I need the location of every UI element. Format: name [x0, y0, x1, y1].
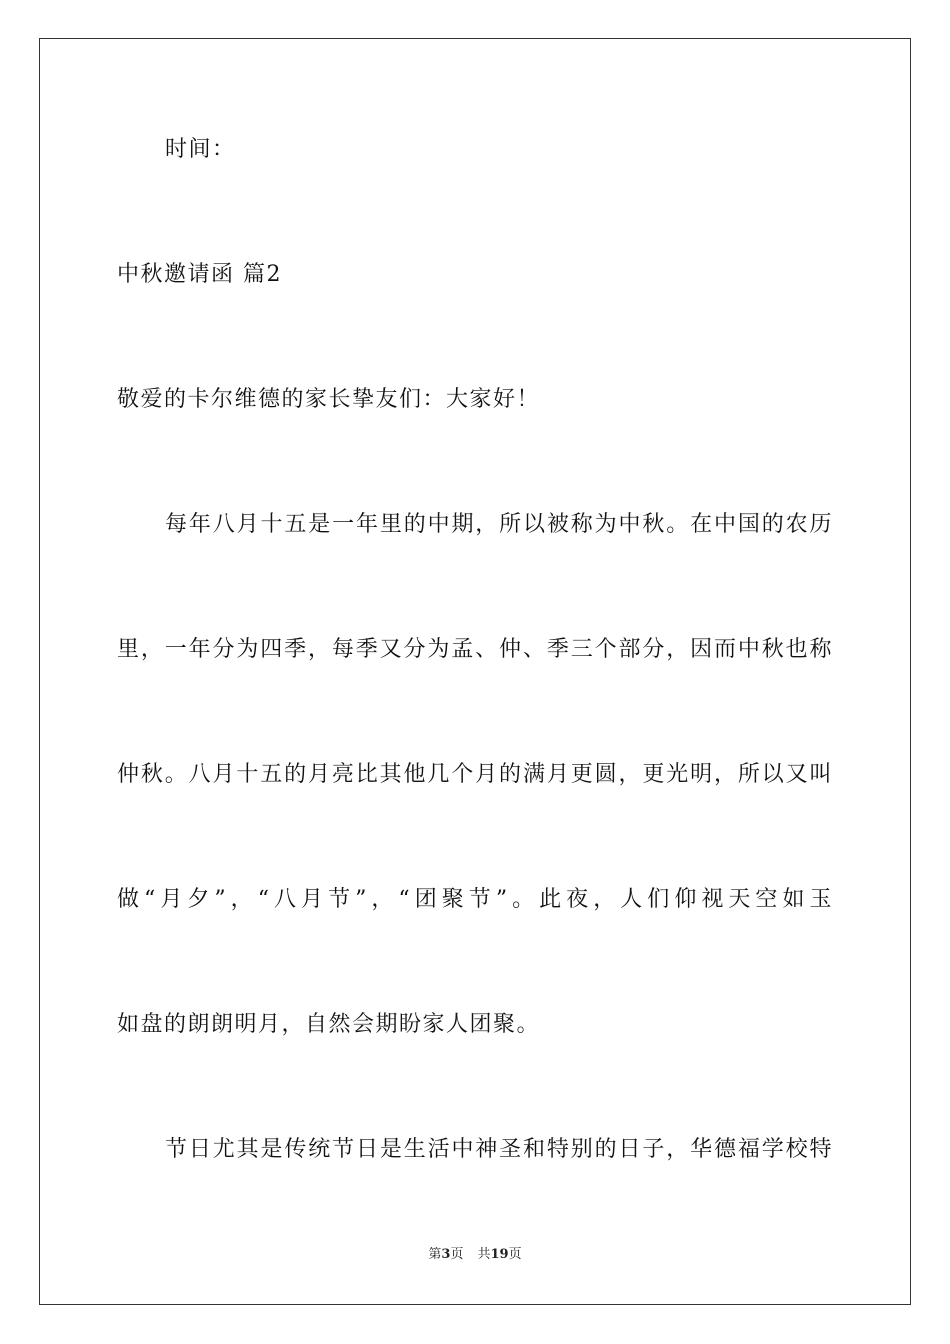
page-current: 3 — [441, 1247, 451, 1262]
section-heading: 中秋邀请函 篇2 — [117, 262, 282, 287]
page-total: 19 — [490, 1247, 509, 1262]
paragraph-1-line-1: 每年八月十五是一年里的中期，所以被称为中秋。在中国的农历 — [165, 512, 833, 537]
paragraph-2-line-1: 节日尤其是传统节日是生活中神圣和特别的日子，华德福学校特 — [165, 1137, 833, 1162]
page-footer — [0, 1246, 950, 1264]
time-label: 时间： — [165, 137, 236, 162]
paragraph-1-line-3: 仲秋。八月十五的月亮比其他几个月的满月更圆，更光明，所以又叫 — [117, 762, 833, 787]
page-suffix: 页 — [450, 1247, 464, 1262]
page-border — [39, 38, 911, 1305]
total-suffix: 页 — [508, 1247, 522, 1262]
salutation: 敬爱的卡尔维德的家长挚友们：大家好！ — [117, 387, 541, 412]
total-prefix: 共 — [477, 1247, 491, 1262]
paragraph-1-line-5: 如盘的朗朗明月，自然会期盼家人团聚。 — [117, 1012, 541, 1037]
paragraph-1-line-4: 做“月夕”，“八月节”，“团聚节”。此夜，人们仰视天空如玉 — [117, 887, 833, 912]
paragraph-1-line-2: 里，一年分为四季，每季又分为孟、仲、季三个部分，因而中秋也称 — [117, 637, 833, 662]
page-prefix: 第 — [428, 1247, 442, 1262]
